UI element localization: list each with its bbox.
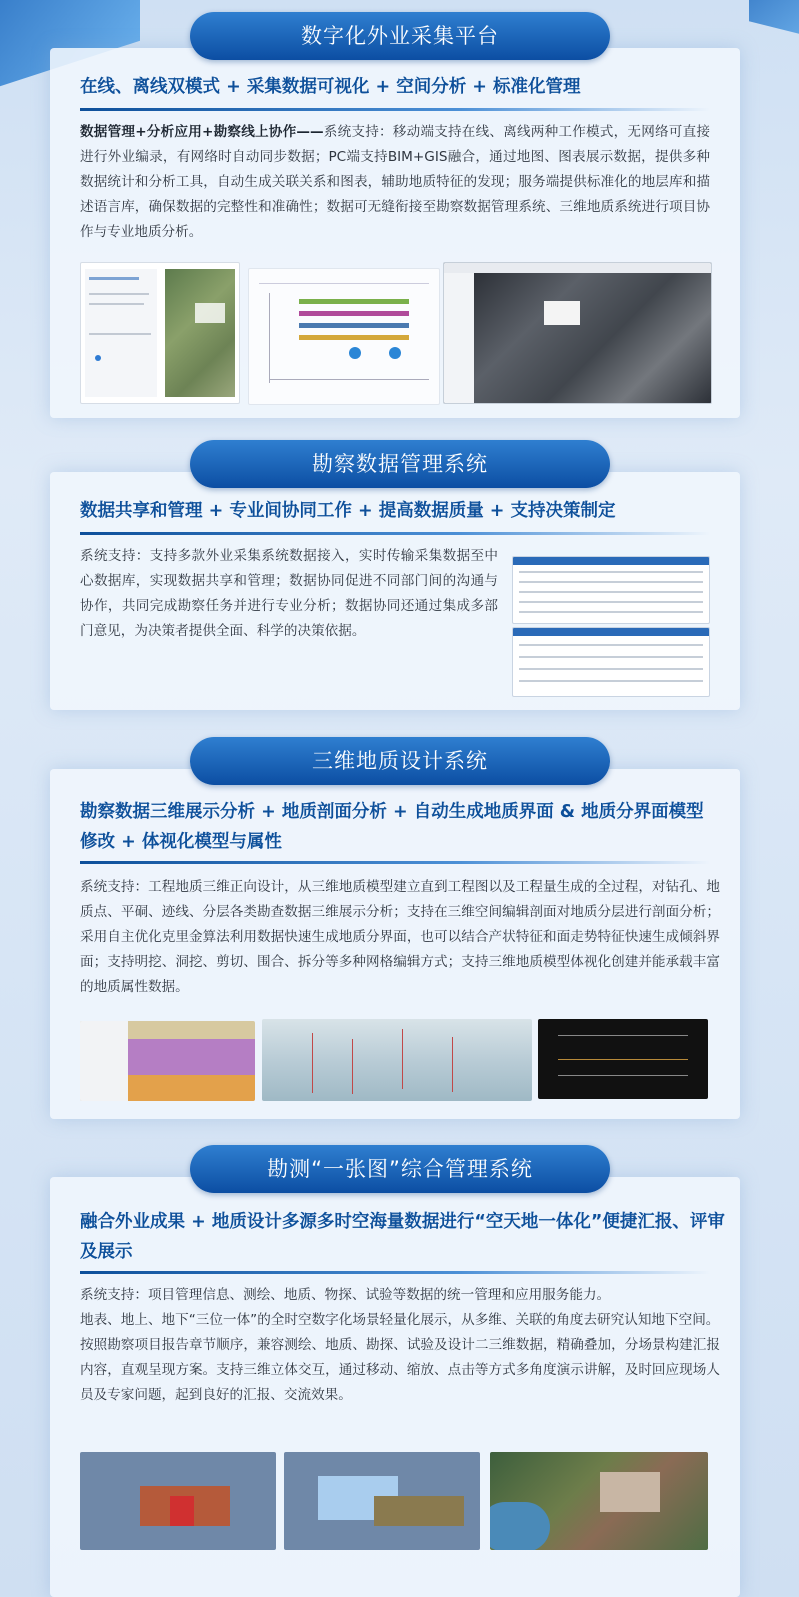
3d-terrain-screenshot: [490, 1452, 708, 1550]
section-subheading: 融合外业成果 + 地质设计多源多时空海量数据进行“空天地一体化”便捷汇报、评审及展示: [80, 1212, 725, 1262]
section-subheading: 勘察数据三维展示分析 + 地质剖面分析 + 自动生成地质界面 & 地质分界面模型修改 + 体视化模型与属性: [80, 802, 704, 852]
3d-scene-screenshot: [284, 1452, 480, 1550]
mobile-app-screenshot: [80, 262, 240, 404]
paragraph: 按照勘察项目报告章节顺序，兼容测绘、地质、勘探、试验及设计二三维数据，精确叠加，分场景构建汇报内容，直观呈现方案。支持三维立体交互，通过移动、缩放、点击等方式多角度演示讲解，及时回应现场人员及专家问题，起到良好的汇报、交流效果。: [80, 1337, 720, 1403]
section-card: [50, 769, 740, 1119]
section-title-pill: 勘测“一张图”综合管理系统: [190, 1145, 610, 1193]
terrain-model-screenshot: [262, 1019, 532, 1101]
divider: [80, 108, 710, 111]
paragraph: 地表、地上、地下“三位一体”的全时空数字化场景轻量化展示，从多维、关联的角度去研究认知地下空间。: [80, 1312, 720, 1328]
data-table-screenshot: [512, 627, 710, 697]
section-body: 系统支持：工程地质三维正向设计，从三维地质模型建立直到工程图以及工程量生成的全过程，对钻孔、地质点、平硐、迹线、分层各类勘查数据三维展示分析；支持在三维空间编辑剖面对地质分层进行剖面分析；采用自主优化克里金算法利用数据快速生成地质分界面，也可以结合产状特征和面走势特征快速生成倾斜界面；支持明挖、洞挖、剪切、围合、拆分等多种网格编辑方式；支持三维地质模型体视化创建并能承载丰富的地质属性数据。: [80, 879, 720, 995]
gis-3d-screenshot: [443, 262, 712, 404]
divider: [80, 532, 710, 535]
chart-app-screenshot: [248, 268, 440, 405]
section-title-pill: 勘察数据管理系统: [190, 440, 610, 488]
body-text: 系统支持：移动端支持在线、离线两种工作模式，无网络可直接进行外业编录，有网络时自动同步数据；PC端支持BIM+GIS融合，通过地图、图表展示数据，提供多种数据统计和分析工具，自动生成关联关系和图表，辅助地质特征的发现；服务端提供标准化的地层库和描述语言库，确保数据的完整性和准确性；数据可无缝衔接至勘察数据管理系统、三维地质系统进行项目协作与专业地质分析。: [80, 124, 711, 240]
section-card: [50, 1177, 740, 1597]
3d-scene-screenshot: [80, 1452, 276, 1550]
lead-text: 数据管理+分析应用+勘察线上协作——: [80, 124, 324, 140]
section-body: [80, 120, 710, 245]
section-card: [50, 48, 740, 418]
divider: [80, 861, 710, 864]
section-subheading: 数据共享和管理 + 专业间协同工作 + 提高数据质量 + 支持决策制定: [80, 501, 616, 521]
section-body: 系统支持：支持多款外业采集系统数据接入，实时传输采集数据至中心数据库，实现数据共享和管理；数据协同促进不同部门间的沟通与协作，共同完成勘察任务并进行专业分析；数据协同还通过集成多部门意见，为决策者提供全面、科学的决策依据。: [80, 548, 498, 639]
section-title-pill: 三维地质设计系统: [190, 737, 610, 785]
section-title-pill: 数字化外业采集平台: [190, 12, 610, 60]
section-subheading: 在线、离线双模式 + 采集数据可视化 + 空间分析 + 标准化管理: [80, 77, 581, 97]
section-body: [80, 1283, 720, 1408]
section-card: [50, 472, 740, 710]
data-table-screenshot: [512, 556, 710, 624]
decorative-corner-top-right: [749, 0, 799, 39]
divider: [80, 1271, 710, 1274]
paragraph: 系统支持：项目管理信息、测绘、地质、物探、试验等数据的统一管理和应用服务能力。: [80, 1287, 611, 1303]
cad-drawing-screenshot: [538, 1019, 708, 1099]
geology-section-screenshot: [80, 1021, 255, 1101]
